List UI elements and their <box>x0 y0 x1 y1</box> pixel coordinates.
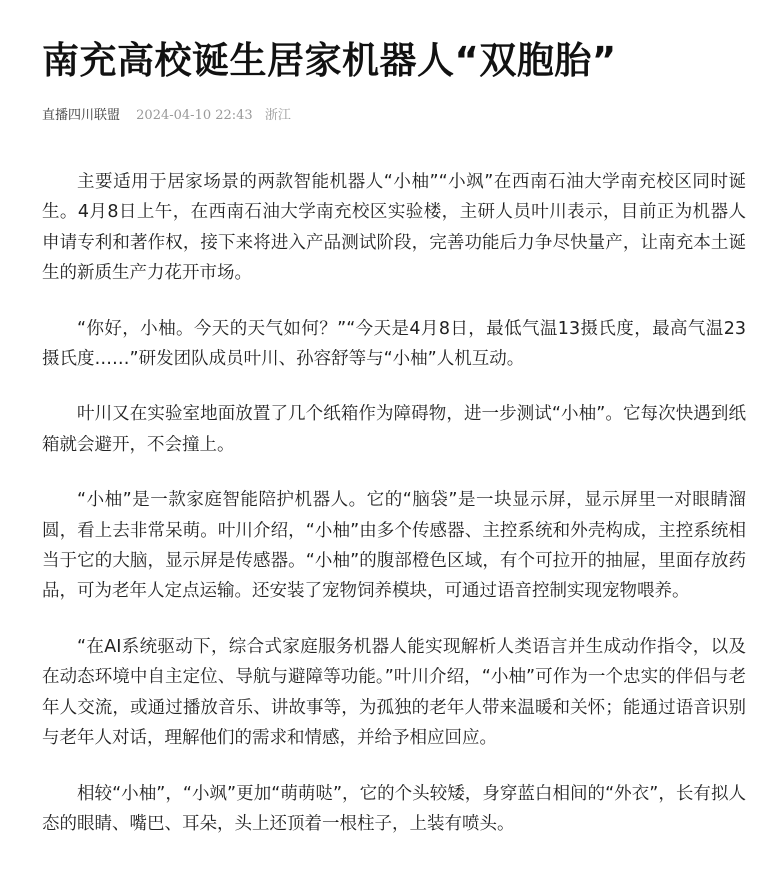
paragraph: “小柚”是一款家庭智能陪护机器人。它的“脑袋”是一块显示屏，显示屏里一对眼睛溜圆，看上去非常呆萌。叶川介绍，“小柚”由多个传感器、主控系统和外壳构成，主控系统相当于它的大脑，显示屏是传感器。“小柚”的腹部橙色区域，有个可拉开的抽屉，里面存放药品，可为老年人定点运输。还安装了宠物饲养模块，可通过语音控制实现宠物喂养。 <box>42 490 746 602</box>
paragraph: 叶川又在实验室地面放置了几个纸箱作为障碍物，进一步测试“小柚”。它每次快遇到纸箱就会避开，不会撞上。 <box>42 404 746 455</box>
paragraph: “你好，小柚。今天的天气如何？”“今天是4月8日，最低气温13摄氏度，最高气温23摄氏度……”研发团队成员叶川、孙容舒等与“小柚”人机互动。 <box>42 318 746 370</box>
paragraph: “在AI系统驱动下，综合式家庭服务机器人能实现解析人类语言并生成动作指令，以及在动态环境中自主定位、导航与避障等功能。”叶川介绍，“小柚”可作为一个忠实的伴侣与老年人交流，或通过播放音乐、讲故事等，为孤独的老年人带来温暖和关怀；能通过语音识别与老年人对话，理解他们的需求和情感，并给予相应回应。 <box>42 636 746 749</box>
paragraph: 主要适用于居家场景的两款智能机器人“小柚”“小飒”在西南石油大学南充校区同时诞生。4月8日上午，在西南石油大学南充校区实验楼，主研人员叶川表示，目前正为机器人申请专利和著作权，接下来将进入产品测试阶段，完善功能后力争尽快量产，让南充本土诞生的新质生产力花开市场。 <box>42 172 746 284</box>
region-label: 浙江 <box>264 108 291 123</box>
paragraph: 相较“小柚”，“小飒”更加“萌萌哒”，它的个头较矮，身穿蓝白相间的“外衣”，长有拟人态的眼睛、嘴巴、耳朵，头上还顶着一根柱子，上装有喷头。 <box>42 783 746 834</box>
article-body <box>42 167 746 864</box>
publish-time: 2024-04-10 22:43 <box>136 108 253 123</box>
source-link[interactable]: 直播四川联盟 <box>42 108 121 123</box>
article-meta <box>42 106 291 126</box>
article-title: 南充高校诞生居家机器人“双胞胎” <box>42 39 617 82</box>
